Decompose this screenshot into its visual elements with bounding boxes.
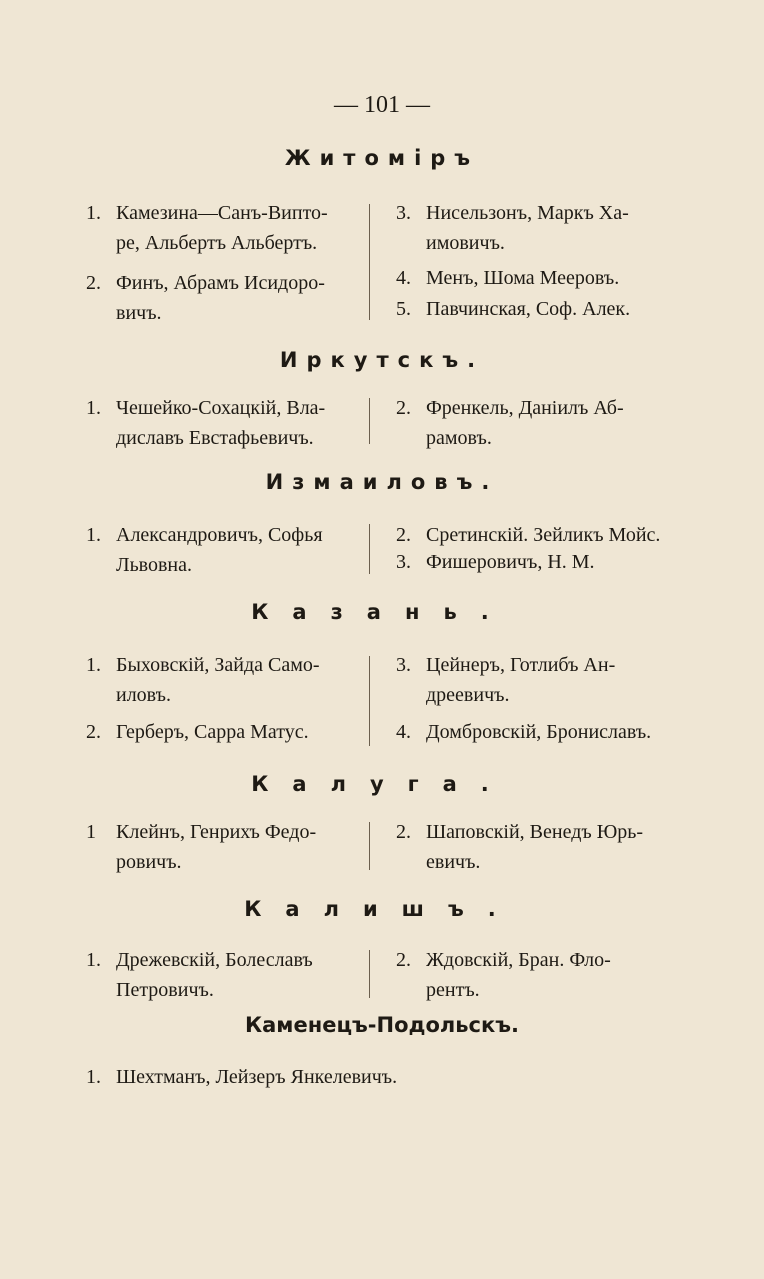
list-item: 3. Фишеровичъ, Н. М.	[396, 551, 595, 573]
list-item: 1. Дрежевскій, Болеславъ Петровичъ.	[86, 949, 313, 1001]
list-item: 1. Шехтманъ, Лейзеръ Янкелевичъ.	[86, 1066, 398, 1088]
list-item: 2. Шаповскій, Венедъ Юрь- евичъ.	[396, 821, 644, 873]
list-item: 2. Ждовскій, Бран. Фло- рентъ.	[396, 949, 611, 1001]
column-divider	[369, 656, 370, 746]
column-divider	[369, 950, 370, 998]
page-number: — 101 —	[334, 92, 430, 118]
section-heading-irkutsk: Иркутскъ.	[279, 348, 485, 372]
list-item: 1. Камезина—Санъ-Випто- ре, Альбертъ Альбертъ.	[86, 202, 328, 254]
list-item: 1. Быховскій, Зайда Само- иловъ.	[86, 654, 320, 706]
list-item: 1. Александровичъ, Софья Львовна.	[86, 524, 323, 576]
section-heading-kazan: Казань.	[251, 600, 513, 624]
column-divider	[369, 204, 370, 320]
list-item: 1 Клейнъ, Генрихъ Федо- ровичъ.	[86, 821, 317, 873]
list-item: 2. Френкель, Даніилъ Аб- рамовъ.	[396, 397, 624, 449]
list-item: 2. Финъ, Абрамъ Исидоро- вичъ.	[86, 272, 325, 324]
section-heading-izmailov: Измаиловъ.	[265, 470, 499, 494]
list-item: 2. Герберъ, Сарра Матус.	[86, 721, 309, 743]
list-item: 4. Менъ, Шома Мееровъ.	[396, 267, 620, 289]
column-divider	[369, 524, 370, 574]
list-item: 1. Чешейко-Сохацкій, Вла- диславъ Евстафьевичъ.	[86, 397, 326, 449]
list-item: 3. Нисельзонъ, Маркъ Ха- имовичъ.	[396, 202, 629, 254]
column-divider	[369, 398, 370, 444]
column-divider	[369, 822, 370, 870]
section-heading-zhitomir: Житоміръ	[284, 146, 480, 170]
section-heading-kalish: Калишъ.	[244, 897, 520, 921]
list-item: 2. Сретинскій. Зейликъ Мойс.	[396, 524, 661, 546]
list-item: 3. Цейнеръ, Готлибъ Ан- дреевичъ.	[396, 654, 616, 706]
list-item: 5. Павчинская, Соф. Алек.	[396, 298, 631, 320]
list-item: 4. Домбровскій, Брониславъ.	[396, 721, 652, 743]
section-heading-kaluga: Калуга.	[251, 772, 513, 796]
section-heading-kamenets-podolsk: Каменецъ-Подольскъ.	[244, 1013, 520, 1037]
